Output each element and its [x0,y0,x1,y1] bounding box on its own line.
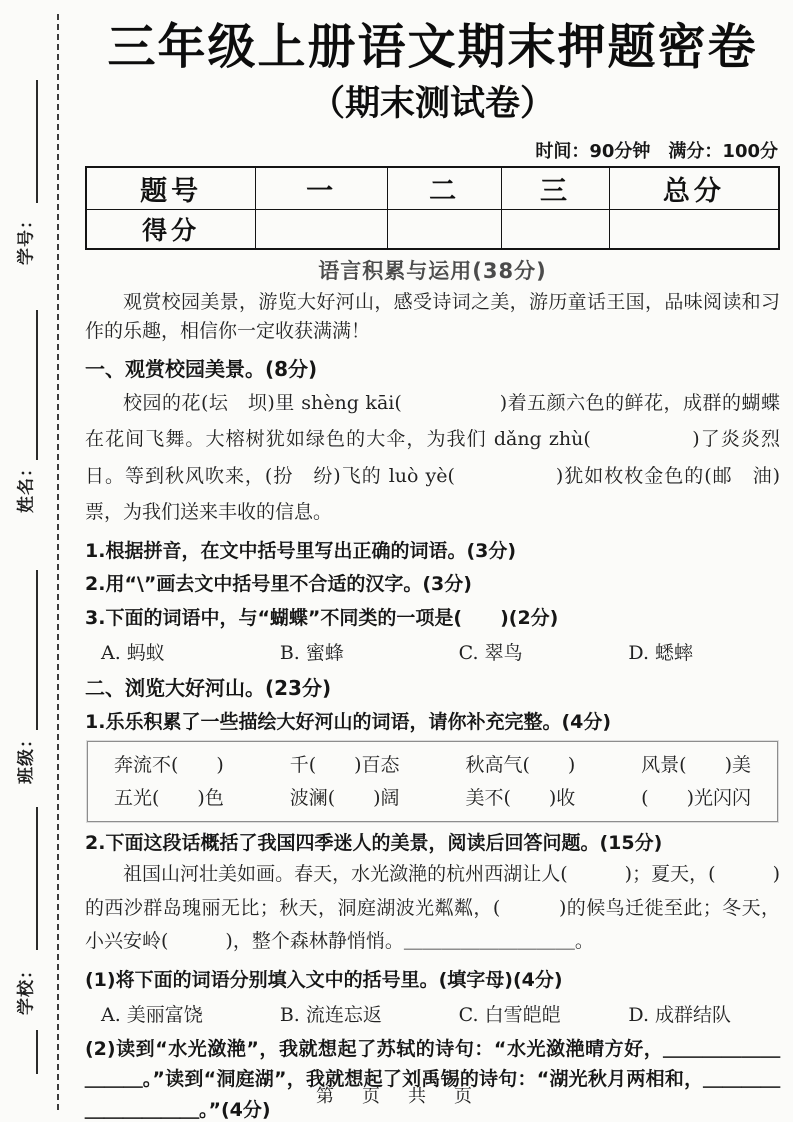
part1-question3: 3.下面的词语中，与“蝴蝶”不同类的一项是( )(2分) [85,607,559,630]
score-cell [502,210,609,250]
idiom-item: 波澜( )阔 [289,786,400,809]
intro-paragraph: 观赏校园美景，游览大好河山，感受诗词之美，游历童话王国，品味阅读和习作的乐趣，相信你一定收获满满！ [85,291,780,343]
student-id-label: 学号： [16,211,37,265]
part2-question2: 2.下面这段话概括了我国四季迷人的美景，阅读后回答问题。(15分) [85,832,663,855]
part1-question1: 1.根据拼音，在文中括号里写出正确的词语。(3分) [85,539,517,562]
part2-passage: 祖国山河壮美如画。春天，水光潋滟的杭州西湖让人( )；夏天，( )的西沙群岛瑰丽无比；秋天，洞庭湖波光粼粼，( )的候鸟迁徙至此；冬天，小兴安岭( )，整个森林静悄悄。＿＿＿＿＿＿＿＿＿。 [85,862,780,953]
score-table-header-row [86,167,779,210]
part2-heading: 二、浏览大好河山。(23分) [85,675,332,700]
school-blank-line [36,807,38,950]
seal-dashed-line [57,14,59,1110]
score-cell [609,210,779,250]
option-d: D. 蟋蟀 [628,641,694,664]
part2-fill-options [85,1000,780,1027]
idiom-item: ( )光闪闪 [641,786,751,809]
part1-heading: 一、观赏校园美景。(8分) [85,357,318,382]
option-c: C. 翠鸟 [458,641,523,664]
class-label: 班级： [16,730,37,784]
option-a: A. 美丽富饶 [101,1003,203,1026]
option-d: D. 成群结队 [628,1003,732,1026]
score-cell [256,210,388,250]
header-cell-question-number: 题号 [86,167,256,210]
idiom-item: 千( )百态 [289,754,400,777]
option-a: A. 蚂蚁 [101,641,165,664]
score-cell [387,210,501,250]
idiom-item: 五光( )色 [114,786,224,809]
section-heading: 语言积累与运用(38分) [318,259,547,284]
part2-sub-question1: (1)将下面的词语分别填入文中的括号里。(填字母)(4分) [85,969,563,992]
idiom-fill-box [87,741,778,822]
class-blank-line [36,570,38,730]
header-cell-two: 二 [387,167,501,210]
idiom-row-1 [114,749,751,781]
score-row-label: 得分 [86,210,256,250]
page-title: 三年级上册语文期末押题密卷 [107,19,758,75]
exam-content [85,0,780,1122]
part2-sub-question2: (2)读到“水光潋滟”，我就想起了苏轼的诗句：“水光潋滟晴方好，＿＿＿＿＿＿＿＿＿。”读到“洞庭湖”，我就想起了刘禹锡的诗句：“湖光秋月两相和，＿＿＿＿＿＿＿＿＿＿。”(4分) [85,1037,780,1121]
idiom-item: 美不( )收 [465,786,576,809]
idiom-item: 秋高气( ) [465,754,576,777]
footer-page-label: 第 页 共 页 [316,1086,477,1107]
student-id-blank-line [36,80,38,203]
option-b: B. 蜜蜂 [279,641,344,664]
part2-question1: 1.乐乐积累了一些描绘大好河山的词语，请你补充完整。(4分) [85,710,612,733]
school-label: 学校： [16,961,37,1015]
header-cell-one: 一 [256,167,388,210]
idiom-item: 风景( )美 [641,754,751,777]
option-c: C. 白雪皑皑 [458,1003,561,1026]
part1-question2: 2.用“\”画去文中括号里不合适的汉字。(3分) [85,573,472,596]
time-and-score-info: 时间：90分钟 满分：100分 [535,141,778,163]
header-cell-three: 三 [502,167,609,210]
exam-subtitle: （期末测试卷） [309,84,555,125]
name-label: 姓名： [16,459,37,513]
score-table [85,166,780,250]
part1-passage: 校园的花(坛 坝)里 shèng kāi( )着五颜六色的鲜花，成群的蝴蝶在花间飞舞。大榕树犹如绿色的大伞，为我们 dǎng zhù( )了炎炎烈日。等到秋风吹来，(扮 纷)飞的 luò yè( )犹如枚枚金色的(邮 油)票，为我们送来丰收的信息。 [85,392,780,523]
part1-question3-options [85,638,780,665]
name-blank-line [36,310,38,460]
idiom-row-2 [114,782,751,814]
idiom-item: 奔流不( ) [114,754,224,777]
school-blank-line-end [36,1030,38,1074]
header-cell-total: 总分 [609,167,779,210]
score-table-score-row [86,210,779,250]
option-b: B. 流连忘返 [279,1003,382,1026]
